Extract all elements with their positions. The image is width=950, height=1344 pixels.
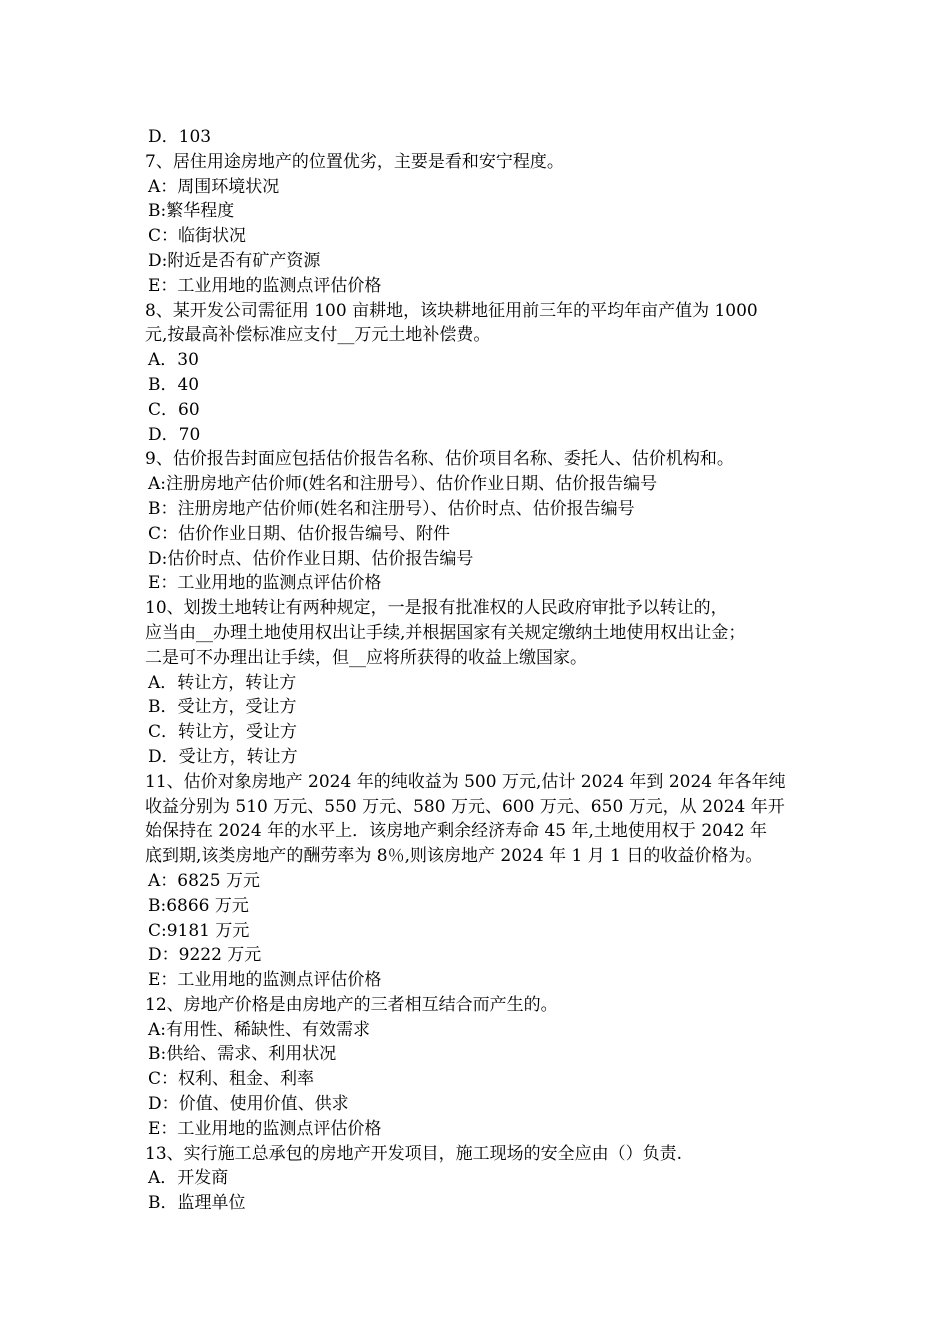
answer-option-line: A：周围环境状况 bbox=[148, 176, 280, 197]
answer-option-line: B．监理单位 bbox=[148, 1193, 246, 1214]
question-text-line: 二是可不办理出让手续，但__应将所获得的收益上缴国家。 bbox=[145, 647, 587, 668]
answer-option-line: B:6866 万元 bbox=[148, 895, 249, 916]
answer-option-line: C．转让方，受让方 bbox=[148, 722, 298, 743]
question-text-line: 9、估价报告封面应包括估价报告名称、估价项目名称、委托人、估价机构和。 bbox=[145, 449, 734, 470]
question-text-line: 13、实行施工总承包的房地产开发项目，施工现场的安全应由（）负责. bbox=[145, 1143, 683, 1164]
answer-option-line: D:估价时点、估价作业日期、估价报告编号 bbox=[148, 548, 474, 569]
question-text-line: 11、估价对象房地产 2024 年的纯收益为 500 万元,估计 2024 年到 2024 年各年纯 bbox=[145, 771, 786, 792]
answer-option-line: B．40 bbox=[148, 374, 200, 395]
answer-option-line: A．开发商 bbox=[148, 1168, 229, 1189]
answer-option-line: C:9181 万元 bbox=[148, 920, 250, 941]
answer-option-line: A:有用性、稀缺性、有效需求 bbox=[148, 1019, 371, 1040]
question-text-line: 12、房地产价格是由房地产的三者相互结合而产生的。 bbox=[145, 994, 558, 1015]
answer-option-line: D．70 bbox=[148, 424, 201, 445]
answer-option-line: E：工业用地的监测点评估价格 bbox=[148, 275, 382, 296]
question-text-line: 7、居住用途房地产的位置优劣，主要是看和安宁程度。 bbox=[145, 151, 564, 172]
answer-option-line: B．受让方，受让方 bbox=[148, 697, 297, 718]
answer-option-line: A．转让方，转让方 bbox=[148, 672, 297, 693]
answer-option-line: D：价值、使用价值、供求 bbox=[148, 1094, 349, 1115]
question-text-line: 始保持在 2024 年的水平上．该房地产剩余经济寿命 45 年,土地使用权于 2042 年 bbox=[145, 821, 767, 842]
answer-option-line: E：工业用地的监测点评估价格 bbox=[148, 1118, 382, 1139]
question-text-line: 10、划拨土地转让有两种规定，一是报有批准权的人民政府审批予以转让的， bbox=[145, 598, 728, 619]
question-text-line: 8、某开发公司需征用 100 亩耕地，该块耕地征用前三年的平均年亩产值为 1000 bbox=[145, 300, 758, 321]
answer-option-line: C．60 bbox=[148, 399, 200, 420]
answer-option-line: A：6825 万元 bbox=[148, 870, 260, 891]
answer-option-line: B:繁华程度 bbox=[148, 201, 235, 222]
answer-option-line: D．103 bbox=[148, 127, 212, 147]
answer-option-line: D：9222 万元 bbox=[148, 945, 262, 966]
answer-option-line: E：工业用地的监测点评估价格 bbox=[148, 970, 382, 991]
answer-option-line: A:注册房地产估价师(姓名和注册号）、估价作业日期、估价报告编号 bbox=[148, 474, 658, 495]
answer-option-line: C：权利、租金、利率 bbox=[148, 1069, 315, 1090]
answer-option-line: C：估价作业日期、估价报告编号、附件 bbox=[148, 523, 451, 544]
answer-option-line: A．30 bbox=[148, 350, 199, 371]
answer-option-line: D．受让方，转让方 bbox=[148, 746, 298, 767]
question-text-line: 应当由__办理土地使用权出让手续,并根据国家有关规定缴纳土地使用权出让金； bbox=[145, 622, 746, 643]
answer-option-line: B:供给、需求、利用状况 bbox=[148, 1044, 337, 1065]
document-body bbox=[145, 125, 825, 1216]
question-text-line: 底到期,该类房地产的酬劳率为 8％,则该房地产 2024 年 1 月 1 日的收益价格为。 bbox=[145, 846, 763, 867]
question-text-line: 收益分别为 510 万元、550 万元、580 万元、600 万元、650 万元，从 2024 年开 bbox=[145, 796, 785, 817]
answer-option-line: C：临街状况 bbox=[148, 226, 247, 247]
answer-option-line: D:附近是否有矿产资源 bbox=[148, 250, 321, 271]
answer-option-line: B：注册房地产估价师(姓名和注册号）、估价时点、估价报告编号 bbox=[148, 498, 635, 519]
question-text-line: 元,按最高补偿标准应支付__万元土地补偿费。 bbox=[145, 325, 491, 346]
answer-option-line: E：工业用地的监测点评估价格 bbox=[148, 573, 382, 594]
